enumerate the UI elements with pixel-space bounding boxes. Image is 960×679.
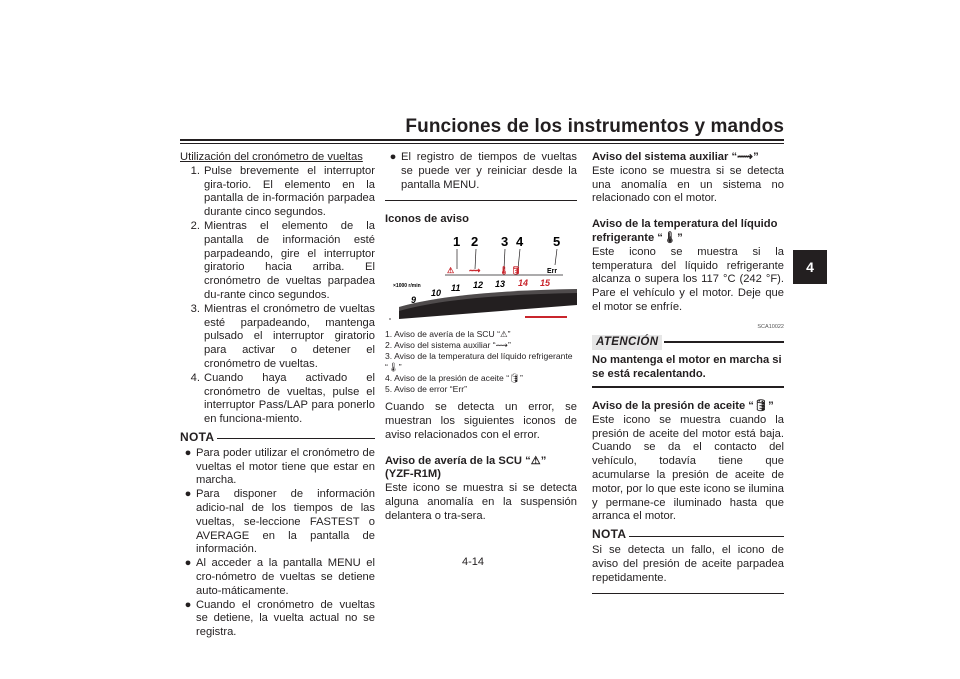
oil-warning-text: Este icono se muestra cuando la presión de aceite del motor está baja. Cuando se da el contacto del vehículo, todavía tiene que acumularse la presión de aceite de motor, por lo que este icono se ilumina y permane-ce iluminado hasta que arranca el motor.	[592, 413, 784, 523]
column-middle	[385, 151, 577, 524]
reference-code: SCA10022	[757, 323, 784, 330]
oil-pressure-icon: 🛢	[511, 266, 522, 276]
atencion-rule	[592, 386, 784, 388]
step-3: 3. Mientras el cronómetro de vueltas esté parpadeando, mantenga pulsado el interruptor giratorio para activar o detener el cronómetro de vueltas.	[190, 302, 375, 370]
bullet-item: ● El registro de tiempos de vueltas se puede ver y reiniciar desde la pantalla MENU.	[385, 151, 577, 192]
caption-5: 5. Aviso de error “Err”	[385, 384, 467, 395]
tick-12: 12	[473, 280, 484, 291]
nota-rule	[592, 593, 784, 594]
tick-9: 9	[411, 295, 417, 306]
aux-warning-text: Este icono se muestra si se detecta una anomalía en un sistema no relacionado con el motor.	[592, 164, 784, 205]
caption-3: 3. Aviso de la temperatura del líquido refrigerante “🌡”	[385, 351, 573, 373]
caption-1: 1. Aviso de avería de la SCU “⚠”	[385, 329, 511, 340]
callout-1: 1	[453, 234, 461, 250]
rpm-label: ×1000 r/min	[393, 283, 421, 290]
column-left	[180, 151, 375, 640]
coolant-temp-icon: 🌡	[499, 266, 510, 276]
callout-5: 5	[553, 234, 561, 250]
nota-text: Si se detecta un fallo, el icono de aviso del presión de aceite parpadea repetidamente.	[592, 543, 784, 584]
tick-13: 13	[495, 279, 506, 290]
nota-header: NOTA	[592, 528, 784, 542]
nota-header: NOTA	[180, 431, 375, 445]
bullet-icon: ●	[184, 557, 192, 570]
column-right	[592, 151, 784, 594]
oil-warning-heading: Aviso de la presión de aceite “🛢”	[592, 399, 774, 412]
header-rule	[180, 139, 784, 141]
temp-warning-heading: Aviso de la temperatura del líquido refrigerante “🌡”	[592, 218, 778, 244]
bullet-icon: ●	[184, 488, 192, 501]
atencion-text: No mantenga el motor en marcha si se está recalentando.	[592, 354, 782, 381]
atencion-header: ATENCIÓN	[592, 335, 784, 351]
page-title: Funciones de los instrumentos y mandos	[405, 116, 784, 137]
aux-warning-heading: Aviso del sistema auxiliar “⟿”	[592, 151, 759, 163]
scu-warning-heading: Aviso de avería de la SCU “⚠” (YZF-R1M)	[385, 454, 547, 481]
bullet-icon: ●	[184, 446, 192, 459]
scu-warning-text: Este icono se muestra si se detecta alguna anomalía en la suspensión delantera o tra-sera.	[385, 482, 577, 522]
figure-captions	[385, 329, 577, 395]
step-2: 2. Mientras el elemento de la pantalla de información esté parpadeando, gire el interruptor giratorio hacia arriba. El cronómetro de vueltas parpadea du-rante cinco segundos.	[190, 219, 375, 301]
tick-14: 14	[518, 278, 529, 289]
callout-4: 4	[516, 234, 524, 250]
section-rule	[385, 200, 577, 201]
callout-2: 2	[471, 234, 479, 250]
warning-icons-figure	[385, 231, 577, 327]
tick-10: 10	[431, 288, 442, 299]
err-indicator: Err	[547, 268, 558, 276]
temp-warning-text: Este icono se muestra si la temperatura del líquido refrigerante alcanza o supera los 117 °C (242 °F). Pare el vehículo y el motor. Deje que el motor se enfríe.	[592, 245, 784, 313]
step-1: 1. Pulse brevemente el interruptor gira-torio. El elemento en la pantalla de in-formación parpadea durante cinco segundos.	[190, 164, 375, 219]
header-rule-thin	[180, 143, 784, 144]
bullet-item: ● Para poder utilizar el cronómetro de vueltas el motor tiene que estar en marcha.	[180, 447, 375, 488]
aux-system-icon: ⟿	[469, 266, 481, 276]
chapter-tab: 4	[793, 250, 827, 284]
section-heading-lap-timer: Utilización del cronómetro de vueltas	[180, 151, 363, 163]
bullet-item: ● Cuando el cronómetro de vueltas se detiene, la vuelta actual no se registra.	[180, 599, 375, 640]
bullet-item: ● Al acceder a la pantalla MENU el cro-nómetro de vueltas se detiene auto-máticamente.	[180, 557, 375, 598]
page-number: 4-14	[462, 556, 485, 568]
warning-intro-text: Cuando se detecta un error, se muestran los siguientes iconos de aviso relacionados con el error.	[385, 401, 577, 441]
caption-4: 4. Aviso de la presión de aceite “🛢”	[385, 373, 523, 384]
tick-15: 15	[540, 278, 551, 289]
section-heading-warning-icons: Iconos de aviso	[385, 213, 469, 226]
bullet-icon: ●	[184, 598, 192, 611]
tick-11: 11	[451, 283, 461, 294]
scu-warning-icon: ⚠	[447, 266, 455, 276]
step-4: 4. Cuando haya activado el cronómetro de vueltas, pulse el interruptor Pass/LAP para ponerlo en funciona-miento.	[190, 371, 375, 426]
caption-2: 2. Aviso del sistema auxiliar “⟿”	[385, 340, 511, 351]
callout-3: 3	[501, 234, 509, 250]
bullet-icon: ●	[389, 151, 397, 163]
bullet-item: ● Para disponer de información adicio-nal de los tiempos de las vueltas, se-leccione FASTEST o AVERAGE en la pantalla de información.	[180, 488, 375, 557]
